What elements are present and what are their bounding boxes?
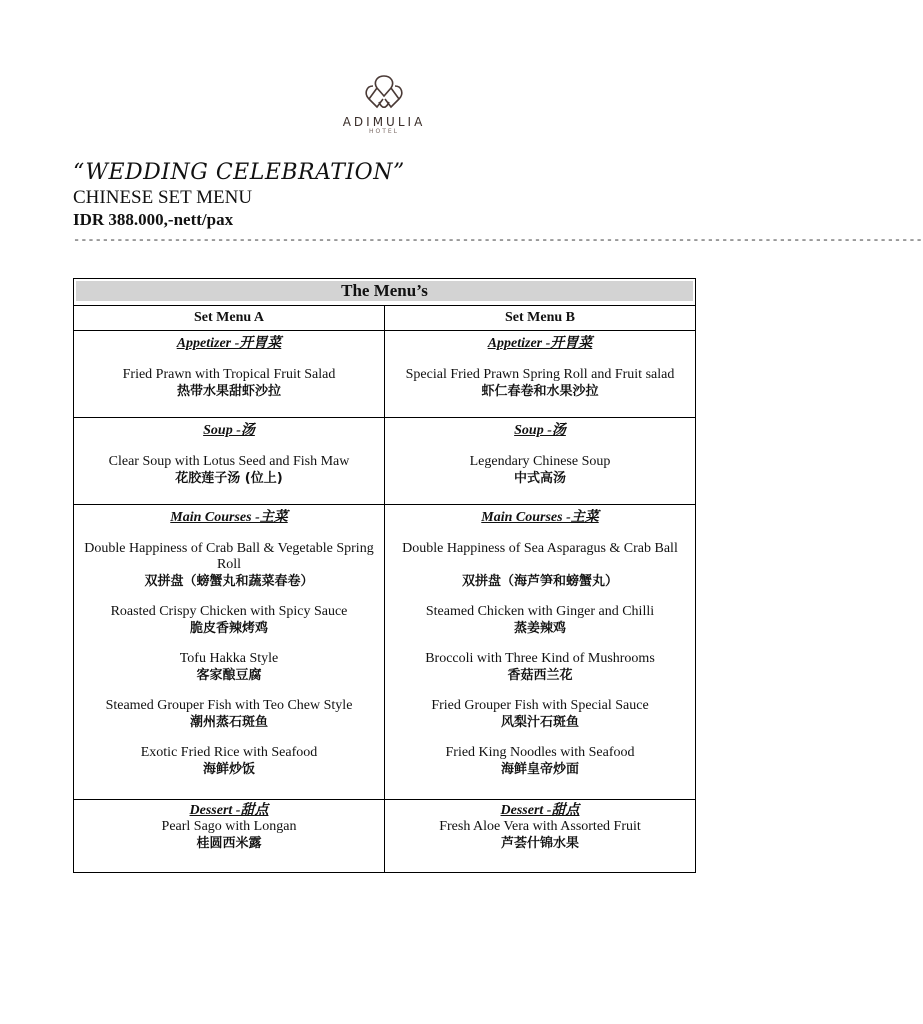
dish-name-zh: 热带水果甜虾沙拉 bbox=[176, 384, 281, 399]
main-courses-cell-b bbox=[385, 505, 696, 800]
dessert-cell-b bbox=[385, 800, 696, 873]
dish-name-en: Tofu Hakka Style bbox=[179, 651, 279, 666]
dish-name-en: Fried King Noodles with Seafood bbox=[445, 745, 635, 760]
dish-name-en: Pearl Sago with Longan bbox=[161, 819, 297, 834]
dish-name-zh: 双拼盘（海芦笋和螃蟹丸） bbox=[461, 574, 618, 589]
dish-name-en: Double Happiness of Sea Asparagus & Crab Ball bbox=[402, 541, 678, 556]
dish-item bbox=[74, 651, 384, 684]
dish-name-en: Legendary Chinese Soup bbox=[469, 454, 611, 469]
dish-name-zh: 香菇西兰花 bbox=[507, 668, 573, 683]
dish-name-en: Double Happiness of Crab Ball & Vegetable Spring Roll bbox=[84, 541, 374, 572]
dish-name-zh: 桂圆西米露 bbox=[196, 836, 262, 851]
dish-name-zh: 双拼盘（螃蟹丸和蔬菜春卷） bbox=[144, 574, 314, 589]
hotel-name: ADIMULIA bbox=[342, 115, 426, 129]
soup-row bbox=[74, 418, 696, 505]
dessert-cell-a bbox=[74, 800, 385, 873]
dish-name-en: Steamed Grouper Fish with Teo Chew Style bbox=[105, 698, 353, 713]
main-courses-cell-a bbox=[74, 505, 385, 800]
dish-item bbox=[385, 454, 695, 487]
dish-item bbox=[74, 745, 384, 778]
dish-item bbox=[74, 698, 384, 731]
dish-name-en: Fresh Aloe Vera with Assorted Fruit bbox=[439, 819, 641, 834]
column-header-b: Set Menu B bbox=[385, 306, 696, 331]
dish-name-zh: 风梨汁石斑鱼 bbox=[500, 715, 579, 730]
dish-item bbox=[385, 819, 695, 852]
dish-name-zh: 花胶莲子汤 (位上) bbox=[175, 471, 283, 486]
dish-item bbox=[74, 367, 384, 400]
dish-name-zh: 客家酿豆腐 bbox=[196, 668, 262, 683]
dish-name-en: Steamed Chicken with Ginger and Chilli bbox=[425, 604, 655, 619]
dish-item bbox=[74, 541, 384, 590]
section-heading: Main Courses -主菜 bbox=[481, 510, 599, 525]
dish-name-en: Fried Prawn with Tropical Fruit Salad bbox=[122, 367, 336, 382]
dashed-divider: ---------------------------------------------------------------------------------------------------------------------- bbox=[73, 233, 923, 247]
dish-name-en: Exotic Fried Rice with Seafood bbox=[140, 745, 318, 760]
dish-name-zh: 芦荟什锦水果 bbox=[500, 836, 579, 851]
dish-name-zh: 虾仁春卷和水果沙拉 bbox=[481, 384, 599, 399]
dish-item bbox=[385, 698, 695, 731]
section-heading: Appetizer -开胃菜 bbox=[176, 336, 282, 351]
dish-name-en: Special Fried Prawn Spring Roll and Fruit salad bbox=[405, 367, 675, 382]
menu-table bbox=[73, 278, 696, 873]
soup-cell-a bbox=[74, 418, 385, 505]
price-line: IDR 388.000,-nett/pax bbox=[73, 210, 234, 229]
dessert-row bbox=[74, 800, 696, 873]
hotel-logo bbox=[0, 72, 768, 135]
appetizer-cell-a bbox=[74, 331, 385, 418]
dish-item bbox=[385, 541, 695, 590]
page-title: “WEDDING CELEBRATION” bbox=[73, 160, 405, 185]
dish-name-zh: 脆皮香辣烤鸡 bbox=[189, 621, 268, 636]
dish-item bbox=[385, 745, 695, 778]
dish-name-en: Roasted Crispy Chicken with Spicy Sauce bbox=[110, 604, 348, 619]
appetizer-cell-b bbox=[385, 331, 696, 418]
knot-logo-icon bbox=[361, 72, 407, 112]
table-caption: The Menu’s bbox=[76, 281, 693, 301]
dish-name-zh: 海鲜皇帝炒面 bbox=[500, 762, 579, 777]
section-heading: Soup -汤 bbox=[514, 423, 566, 438]
menu-header bbox=[73, 158, 923, 248]
dish-name-zh: 中式高汤 bbox=[513, 471, 566, 486]
hotel-subtitle: HOTEL bbox=[368, 128, 400, 135]
dish-name-en: Clear Soup with Lotus Seed and Fish Maw bbox=[108, 454, 350, 469]
soup-cell-b bbox=[385, 418, 696, 505]
section-heading: Dessert -甜点 bbox=[189, 803, 269, 818]
table-caption-cell bbox=[74, 279, 696, 306]
appetizer-row bbox=[74, 331, 696, 418]
dish-item bbox=[385, 367, 695, 400]
dish-name-zh: 海鲜炒饭 bbox=[202, 762, 255, 777]
dish-name-en: Fried Grouper Fish with Special Sauce bbox=[431, 698, 649, 713]
section-heading: Main Courses -主菜 bbox=[170, 510, 288, 525]
column-header-a: Set Menu A bbox=[74, 306, 385, 331]
dish-name-zh: 蒸姜辣鸡 bbox=[513, 621, 566, 636]
dish-name-zh: 潮州蒸石斑鱼 bbox=[189, 715, 268, 730]
section-heading: Dessert -甜点 bbox=[500, 803, 580, 818]
section-heading: Appetizer -开胃菜 bbox=[487, 336, 593, 351]
dish-item bbox=[74, 454, 384, 487]
section-heading: Soup -汤 bbox=[203, 423, 255, 438]
dish-item bbox=[385, 604, 695, 637]
dish-item bbox=[385, 651, 695, 684]
dish-item bbox=[74, 604, 384, 637]
main-courses-row bbox=[74, 505, 696, 800]
dish-name-en: Broccoli with Three Kind of Mushrooms bbox=[425, 651, 655, 666]
page-subtitle: CHINESE SET MENU bbox=[73, 187, 253, 208]
dish-item bbox=[74, 819, 384, 852]
